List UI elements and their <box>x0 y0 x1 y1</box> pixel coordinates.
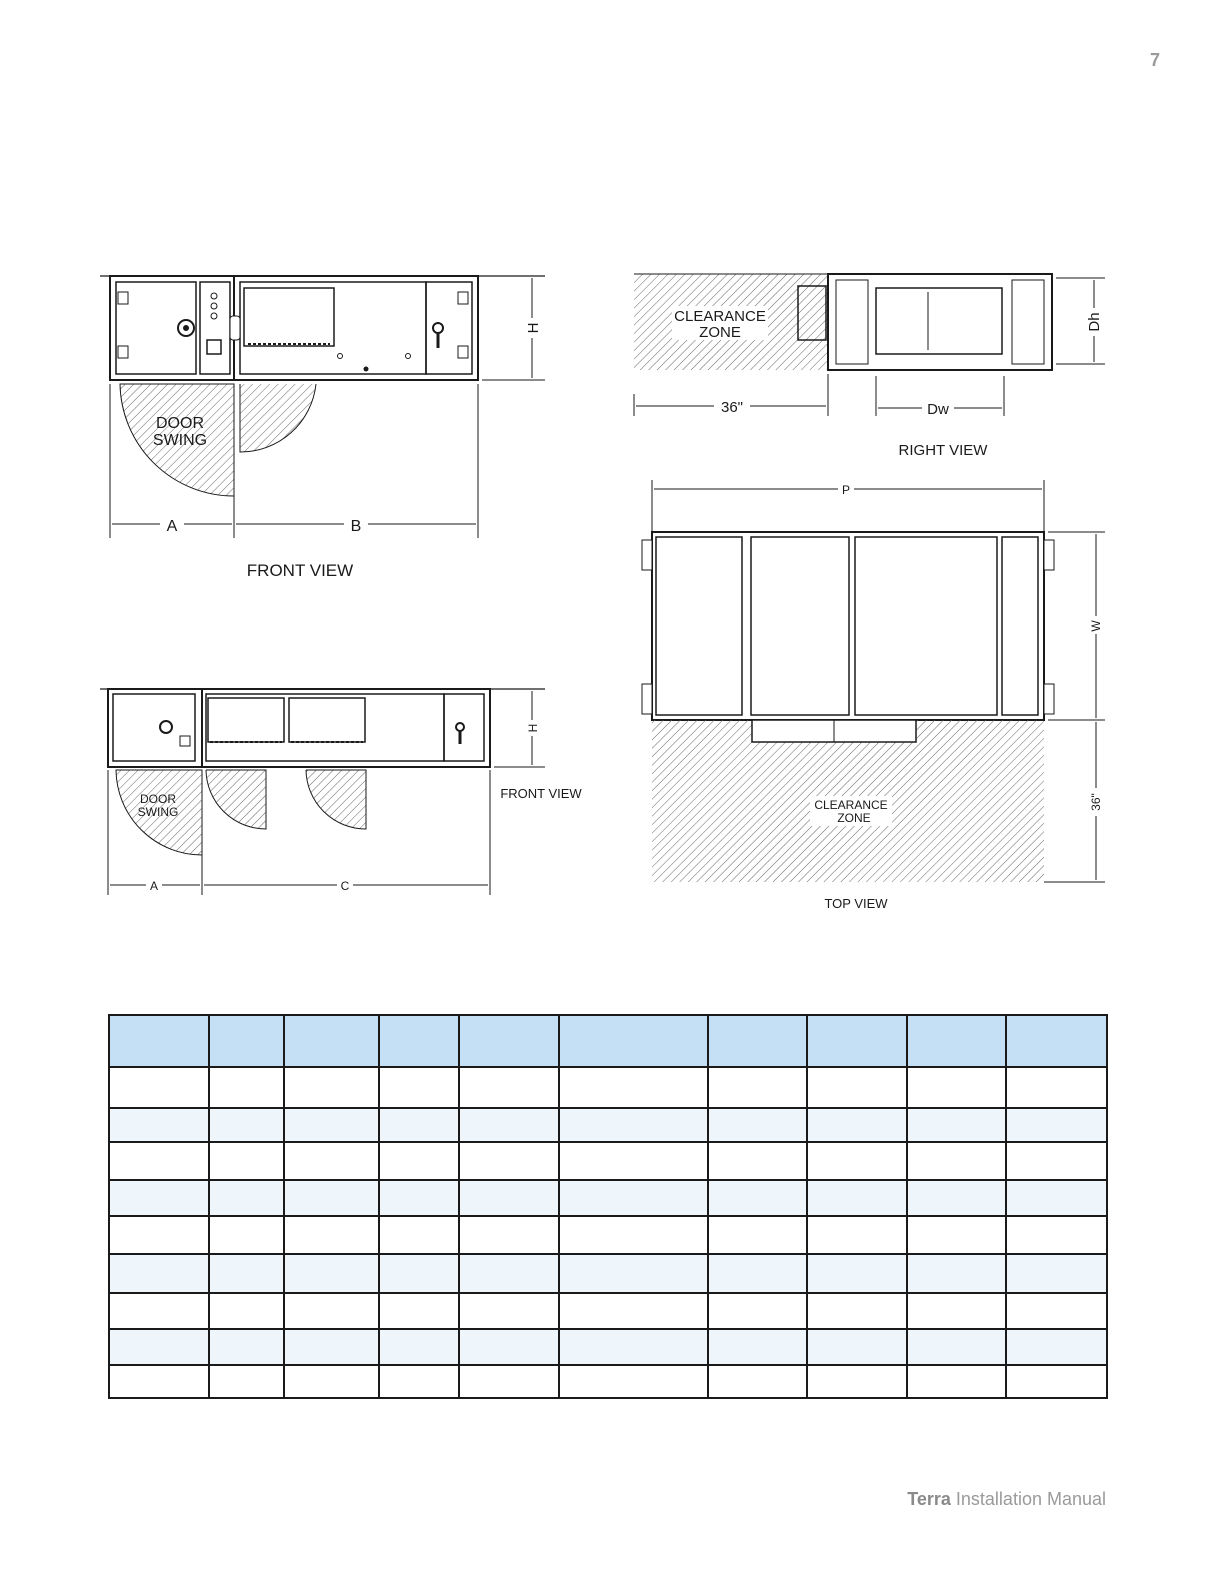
dim-c-label: C <box>340 879 350 893</box>
dim-a-label-2: A <box>149 879 159 893</box>
door-swing-label-4: SWING <box>137 805 179 819</box>
dim-clearance-36-label: 36" <box>720 399 744 416</box>
table-row <box>109 1142 1107 1180</box>
dim-clearance-36-label-2: 36" <box>1089 793 1103 811</box>
right-view-label: RIGHT VIEW <box>898 442 988 459</box>
top-view <box>642 480 1105 911</box>
dim-h-label: H <box>525 322 542 334</box>
table-header-row <box>109 1015 1107 1067</box>
dim-a-label: A <box>166 518 178 535</box>
clearance-zone-label-4: ZONE <box>837 811 871 825</box>
right-view <box>634 274 1105 459</box>
dim-h-label-2: H <box>526 723 540 733</box>
dimensions-table <box>108 1014 1108 1399</box>
door-swing-label-1: DOOR <box>156 415 204 432</box>
top-view-label: TOP VIEW <box>824 896 888 911</box>
door-swing-label-3: DOOR <box>140 792 176 806</box>
dim-p-label: P <box>841 483 851 497</box>
table-row <box>109 1067 1107 1108</box>
table-row <box>109 1254 1107 1293</box>
table-row <box>109 1329 1107 1365</box>
table-row <box>109 1180 1107 1216</box>
footer-title: Installation Manual <box>955 1489 1106 1509</box>
table-row <box>109 1216 1107 1254</box>
clearance-zone-label-3: CLEARANCE <box>814 798 888 812</box>
table-row <box>109 1108 1107 1142</box>
clearance-zone-label-1: CLEARANCE <box>674 308 766 325</box>
table-row <box>109 1293 1107 1329</box>
dim-dh-label: Dh <box>1086 312 1103 332</box>
clearance-zone-label-2: ZONE <box>699 324 741 341</box>
footer-brand: Terra <box>907 1489 951 1509</box>
front-view-2 <box>100 689 582 895</box>
front-view-label-2: FRONT VIEW <box>500 786 582 801</box>
dim-dw-label: Dw <box>927 401 949 418</box>
door-swing-label-2: SWING <box>152 432 208 449</box>
front-view-1 <box>100 276 545 580</box>
dim-b-label: B <box>350 518 362 535</box>
page-number: 7 <box>1149 50 1160 70</box>
table-row <box>109 1365 1107 1398</box>
footer <box>907 1489 1106 1510</box>
front-view-label: FRONT VIEW <box>246 561 354 580</box>
dim-w-label: W <box>1089 620 1103 632</box>
